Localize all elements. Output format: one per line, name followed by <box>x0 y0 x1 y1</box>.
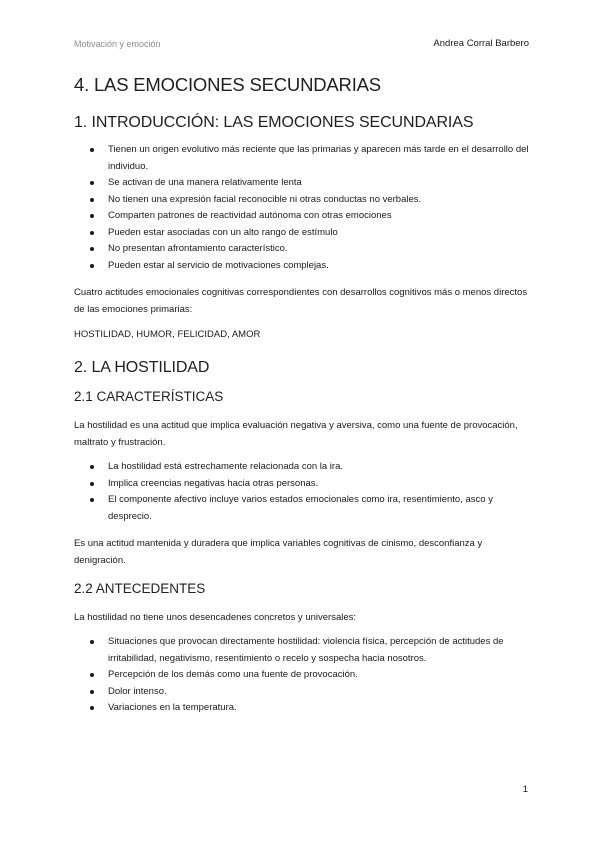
intro-emotions-list: HOSTILIDAD, HUMOR, FELICIDAD, AMOR <box>74 329 261 340</box>
subsection-heading-characteristics: 2.1 CARACTERÍSTICAS <box>74 389 224 404</box>
bullet-icon <box>90 498 94 502</box>
list-item: Pueden estar al servicio de motivaciones complejas. <box>74 258 534 275</box>
bullet-icon <box>90 247 94 251</box>
list-item: Variaciones en la temperatura. <box>74 700 534 717</box>
bullet-icon <box>90 706 94 710</box>
page-content <box>74 72 534 717</box>
page-number: 1 <box>522 784 528 795</box>
list-item: Dolor intenso. <box>74 684 534 701</box>
bullet-icon <box>90 482 94 486</box>
subsection-heading-antecedents: 2.2 ANTECEDENTES <box>74 581 206 596</box>
list-item: Situaciones que provocan directamente hostilidad: violencia física, percepción de actitudes de irritabilidad, negativismo, resentimiento o recelo y sospecha hacia nosotros. <box>74 634 534 667</box>
list-item: Se activan de una manera relativamente lenta <box>74 175 534 192</box>
list-item: Comparten patrones de reactividad autónoma con otras emociones <box>74 208 534 225</box>
bullet-icon <box>90 198 94 202</box>
bullet-icon <box>90 640 94 644</box>
bullet-icon <box>90 465 94 469</box>
bullet-icon <box>90 214 94 218</box>
header-author-name: Andrea Corral Barbero <box>433 38 529 49</box>
header-course-name: Motivación y emoción <box>74 39 161 49</box>
bullet-icon <box>90 148 94 152</box>
characteristics-paragraph: La hostilidad es una actitud que implica evaluación negativa y aversiva, como una fuente de provocación, maltrato y frustración. <box>74 420 518 448</box>
list-item: Implica creencias negativas hacia otras personas. <box>74 476 534 493</box>
list-item: Tienen un origen evolutivo más reciente que las primarias y aparecen más tarde en el desarrollo del individuo. <box>74 142 534 175</box>
list-item: No presentan afrontamiento característico. <box>74 241 534 258</box>
antecedents-paragraph: La hostilidad no tiene unos desencadenes concretos y universales: <box>74 612 357 623</box>
intro-paragraph: Cuatro actitudes emocionales cognitivas correspondientes con desarrollos cognitivos más o menos directos de las emociones primarias: <box>74 287 528 315</box>
list-item: El componente afectivo incluye varios estados emocionales como ira, resentimiento, asco y desprecio. <box>74 492 534 525</box>
characteristics-bullet-list <box>74 459 534 525</box>
bullet-icon <box>90 181 94 185</box>
bullet-icon <box>90 690 94 694</box>
bullet-icon <box>90 673 94 677</box>
bullet-icon <box>90 231 94 235</box>
antecedents-bullet-list <box>74 634 534 717</box>
list-item: Percepción de los demás como una fuente de provocación. <box>74 667 534 684</box>
section-heading-intro: 1. INTRODUCCIÓN: LAS EMOCIONES SECUNDARIAS <box>74 114 474 131</box>
page-title: 4. LAS EMOCIONES SECUNDARIAS <box>74 74 381 95</box>
section-heading-hostility: 2. LA HOSTILIDAD <box>74 359 210 376</box>
list-item: No tienen una expresión facial reconocible ni otras conductas no verbales. <box>74 192 534 209</box>
bullet-icon <box>90 264 94 268</box>
list-item: La hostilidad está estrechamente relacionada con la ira. <box>74 459 534 476</box>
characteristics-summary-paragraph: Es una actitud mantenida y duradera que implica variables cognitivas de cinismo, desconfianza y denigración. <box>74 538 483 566</box>
intro-bullet-list <box>74 142 534 274</box>
list-item: Pueden estar asociadas con un alto rango de estímulo <box>74 225 534 242</box>
